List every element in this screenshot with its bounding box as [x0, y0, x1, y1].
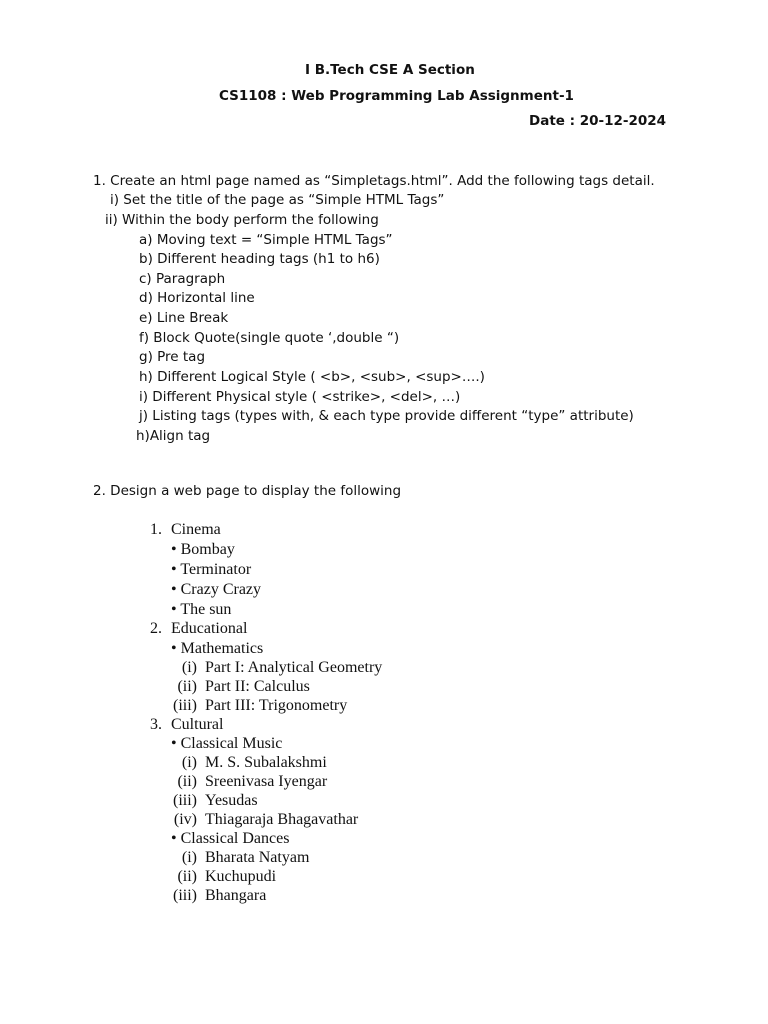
list-item: d) Horizontal line — [139, 290, 255, 306]
list-item: M. S. Subalakshmi — [205, 754, 327, 771]
list-item: • Classical Dances — [171, 830, 290, 847]
list-item: • Terminator — [171, 561, 252, 578]
assignment-date: Date : 20-12-2024 — [529, 113, 667, 129]
list-number: (i) — [181, 754, 197, 771]
list-item-label: Terminator — [180, 561, 252, 578]
list-item: i) Different Physical style ( <strike>, <del>, …) — [139, 389, 461, 405]
list-item-label: Classical Dances — [180, 830, 290, 847]
question-1-part-ii: ii) Within the body perform the following — [105, 212, 379, 228]
list-number: (iii) — [173, 887, 197, 904]
list-number: (iii) — [173, 697, 197, 714]
list-number: (iv) — [173, 811, 197, 828]
list-number: (ii) — [177, 868, 197, 885]
assignment-title: CS1108 : Web Programming Lab Assignment-1 — [219, 88, 574, 104]
list-item: f) Block Quote(single quote ‘,double “) — [139, 330, 400, 346]
list-item: j) Listing tags (types with, & each type provide different “type” attribute) — [139, 408, 634, 424]
list-item: Part III: Trigonometry — [205, 697, 348, 714]
list-item: c) Paragraph — [139, 271, 226, 287]
list-item: • Bombay — [171, 541, 235, 558]
list-number: 2. — [150, 620, 162, 637]
list-item: e) Line Break — [139, 310, 229, 326]
list-number: (i) — [181, 659, 197, 676]
list-item: b) Different heading tags (h1 to h6) — [139, 251, 380, 267]
list-item-label: The sun — [180, 601, 232, 618]
question-1-intro: 1. Create an html page named as “Simpletags.html”. Add the following tags detail. — [93, 173, 655, 189]
list-number: (ii) — [177, 678, 197, 695]
list-item: Yesudas — [205, 792, 258, 809]
list-item: g) Pre tag — [139, 349, 206, 365]
list-item: Part II: Calculus — [205, 678, 310, 695]
list-item-label: Mathematics — [180, 640, 264, 657]
list-item: • Mathematics — [171, 640, 264, 657]
question-1-part-i: i) Set the title of the page as “Simple HTML Tags” — [110, 192, 445, 208]
list-heading-cinema: Cinema — [171, 521, 221, 538]
list-item: • The sun — [171, 601, 232, 618]
list-item: Kuchupudi — [205, 868, 277, 885]
list-number: (i) — [181, 849, 197, 866]
list-item: Sreenivasa Iyengar — [205, 773, 328, 790]
section-heading: I B.Tech CSE A Section — [305, 62, 475, 78]
list-number: 1. — [150, 521, 162, 538]
list-item: Bharata Natyam — [205, 849, 310, 866]
question-2-intro: 2. Design a web page to display the following — [93, 483, 402, 499]
list-item: a) Moving text = “Simple HTML Tags” — [139, 232, 393, 248]
list-heading-educational: Educational — [171, 620, 248, 637]
list-item-label: Crazy Crazy — [180, 581, 262, 598]
list-item: Part I: Analytical Geometry — [205, 659, 383, 676]
list-item: • Crazy Crazy — [171, 581, 262, 598]
list-item: h) Different Logical Style ( <b>, <sub>, <sup>….) — [139, 369, 485, 385]
list-item: h)Align tag — [136, 428, 211, 444]
list-item: • Classical Music — [171, 735, 283, 752]
list-item: Thiagaraja Bhagavathar — [205, 811, 359, 828]
list-item-label: Classical Music — [180, 735, 283, 752]
list-item-label: Bombay — [180, 541, 235, 558]
list-number: (ii) — [177, 773, 197, 790]
list-number: 3. — [150, 716, 162, 733]
list-heading-cultural: Cultural — [171, 716, 224, 733]
list-item: Bhangara — [205, 887, 267, 904]
list-number: (iii) — [173, 792, 197, 809]
